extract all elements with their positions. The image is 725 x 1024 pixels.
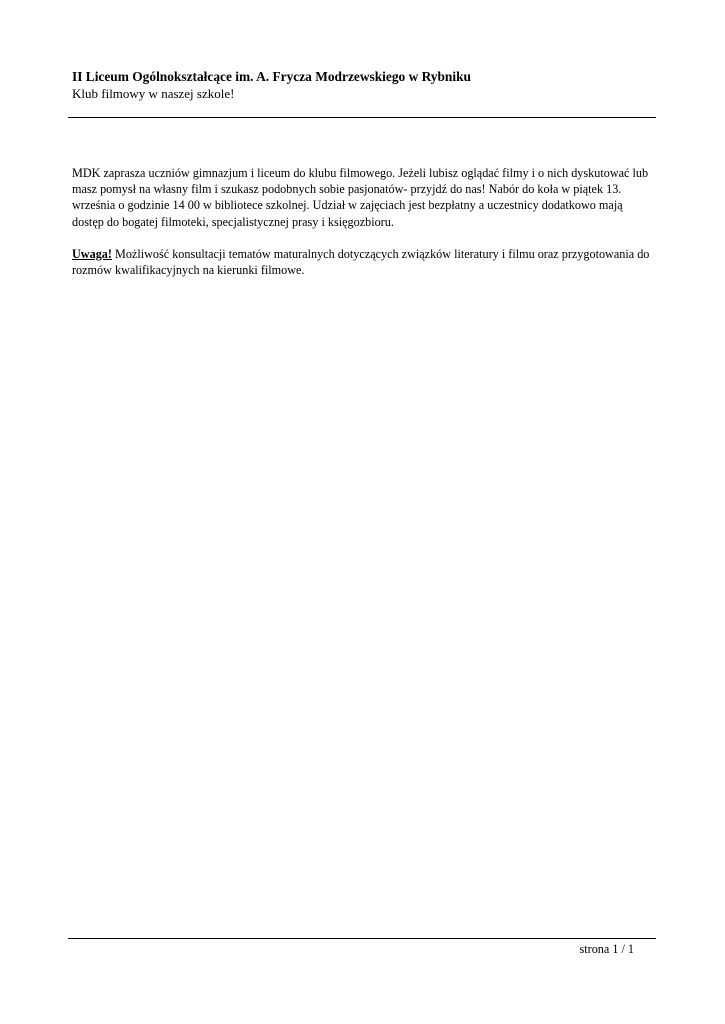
document-header bbox=[72, 68, 656, 102]
paragraph-line: masz pomysł na własny film i szukasz podobnych sobie pasjonatów- przyjdź do nas! Nabór do koła w piątek 13. bbox=[72, 182, 622, 197]
paragraph-line: MDK zaprasza uczniów gimnazjum i liceum do klubu filmowego. Jeżeli lubisz oglądać filmy i o nich dyskutować lub bbox=[72, 166, 649, 180]
paragraph-line: września o godzinie 14 00 w bibliotece szkolnej. Udział w zajęciach jest bezpłatny a uczestnicy dodatkowo mają bbox=[72, 198, 623, 213]
paragraph-line: dostęp do bogatej filmoteki, specjalistycznej prasy i księgozbioru. bbox=[72, 214, 394, 229]
header-divider bbox=[68, 117, 656, 118]
document-body bbox=[72, 165, 657, 294]
note-label: Uwaga! bbox=[72, 246, 112, 261]
footer-divider bbox=[68, 938, 656, 939]
page-number: strona 1 / 1 bbox=[579, 942, 634, 956]
note-paragraph bbox=[72, 246, 657, 278]
note-line: rozmów kwalifikacyjnych na kierunki filmowe. bbox=[72, 263, 305, 278]
note-text: Możliwość konsultacji tematów maturalnych dotyczących związków literatury i filmu oraz przygotowania do bbox=[111, 246, 650, 261]
document-subtitle: Klub filmowy w naszej szkole! bbox=[72, 86, 235, 101]
announcement-paragraph bbox=[72, 165, 657, 230]
school-title: II Liceum Ogólnokształcące im. A. Frycza Modrzewskiego w Rybniku bbox=[72, 69, 471, 84]
note-line bbox=[72, 246, 657, 262]
